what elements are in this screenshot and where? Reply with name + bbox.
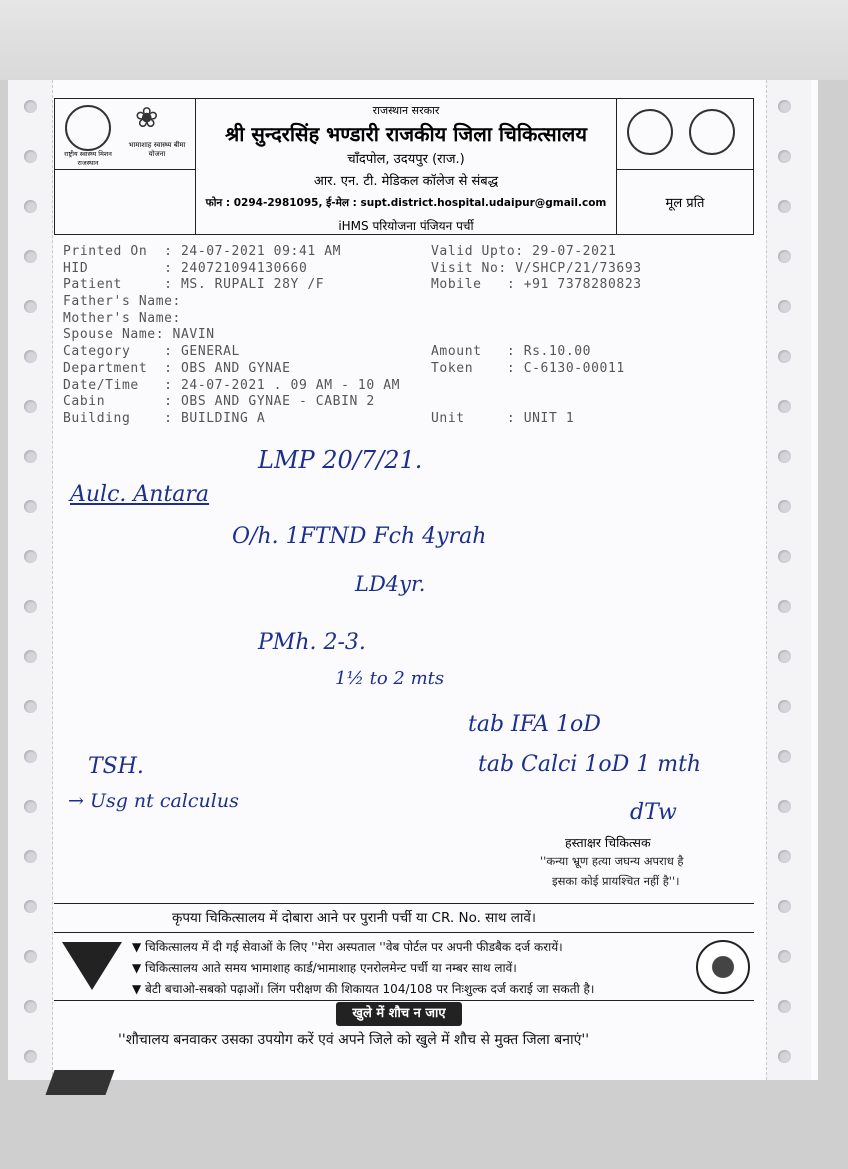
background-top — [0, 0, 848, 80]
unit: Unit : UNIT 1 — [431, 410, 575, 426]
note-pmh-duration: 1½ to 2 mts — [335, 668, 445, 689]
feed-hole — [778, 850, 791, 863]
feed-hole — [24, 500, 37, 513]
divider — [54, 903, 754, 904]
feed-hole — [24, 200, 37, 213]
note-lmp: LMP 20/7/21. — [258, 446, 423, 474]
feed-hole — [778, 900, 791, 913]
note-obstetric-history: O/h. 1FTND Fch 4yrah — [232, 524, 487, 549]
feed-hole — [24, 600, 37, 613]
swachh-badge: खुले में शौच न जाए — [336, 1002, 462, 1026]
feed-hole — [24, 900, 37, 913]
feed-hole — [778, 400, 791, 413]
feed-hole — [24, 800, 37, 813]
cabin: Cabin : OBS AND GYNAE - CABIN 2 — [63, 394, 375, 410]
building: Building : BUILDING A — [63, 410, 266, 426]
date-time: Date/Time : 24-07-2021 . 09 AM - 10 AM — [63, 377, 401, 393]
note-tab-ifa: tab IFA 1oD — [468, 712, 601, 737]
feed-hole — [24, 300, 37, 313]
feed-hole — [778, 450, 791, 463]
feed-hole — [24, 850, 37, 863]
patient-name: Patient : MS. RUPALI 28Y /F — [63, 277, 325, 293]
bullet-feedback: ▼ चिकित्सालय में दी गई सेवाओं के लिए ''मेरा अस्पताल ''वेब पोर्टल पर अपनी फीडबैक दर्ज करायें। — [132, 940, 563, 954]
feed-hole — [24, 100, 37, 113]
hid: HID : 240721094130660 — [63, 260, 308, 276]
father-name: Father's Name: — [63, 294, 181, 310]
divider — [54, 1000, 754, 1001]
mobile: Mobile : +91 7378280823 — [431, 277, 642, 293]
token: Token : C-6130-00011 — [431, 360, 625, 376]
slip-header — [54, 98, 754, 235]
header-blank-cell — [55, 170, 196, 234]
feed-hole — [24, 650, 37, 663]
feed-hole — [24, 750, 37, 763]
note-tab-calci: tab Calci 1oD 1 mth — [478, 752, 702, 777]
hospital-info — [196, 99, 616, 234]
feed-hole — [24, 700, 37, 713]
tractor-strip-right — [766, 80, 811, 1080]
feed-hole — [778, 600, 791, 613]
feed-hole — [778, 950, 791, 963]
feed-hole — [778, 750, 791, 763]
gov-label: राजस्थान सरकार — [372, 104, 440, 117]
feed-hole — [778, 500, 791, 513]
feed-hole — [778, 200, 791, 213]
quote-line-1: ''कन्या भ्रूण हत्या जघन्य अपराध है — [540, 854, 684, 868]
note-patient-name: Aulc. Antara — [70, 482, 210, 507]
tractor-strip-left — [8, 80, 53, 1080]
beti-bachao-logo-icon — [696, 940, 750, 994]
slip-title: iHMS परियोजना पंजियन पर्ची — [338, 219, 474, 233]
hospital-contact: फोन : 0294-2981095, ई-मेल : supt.district.hospital.udaipur@gmail.com — [205, 197, 607, 209]
feed-hole — [778, 150, 791, 163]
feed-hole — [778, 550, 791, 563]
feed-hole — [24, 450, 37, 463]
note-pmh: PMh. 2-3. — [258, 630, 366, 655]
note-ld: LD4yr. — [355, 572, 426, 596]
note-tsh: TSH. — [88, 754, 144, 779]
signature-label: हस्ताक्षर चिकित्सक — [565, 835, 651, 850]
medical-cross-icon — [689, 109, 735, 155]
feed-hole — [24, 1000, 37, 1013]
feed-hole — [24, 950, 37, 963]
feed-hole — [24, 400, 37, 413]
feed-hole — [24, 150, 37, 163]
feed-hole — [24, 550, 37, 563]
feed-hole — [778, 700, 791, 713]
bullet-beti-bachao: ▼ बेटी बचाओ-सबको पढ़ाओं। लिंग परीक्षण की शिकायत 104/108 पर निःशुल्क दर्ज कराई जा सकती है। — [132, 982, 595, 996]
divider — [54, 932, 754, 933]
note-usg: → Usg nt calculus — [68, 790, 239, 812]
amount: Amount : Rs.10.00 — [431, 344, 592, 360]
feed-hole — [24, 250, 37, 263]
feed-hole — [24, 350, 37, 363]
left-logos — [55, 99, 196, 170]
bhamashah-logo-text: भामाशाह स्वास्थ्य बीमा योजना — [128, 141, 186, 158]
swachh-slogan: ''शौचालय बनवाकर उसका उपयोग करें एवं अपने जिले को खुले में शौच से मुक्त जिला बनाएं'' — [118, 1032, 590, 1048]
request-line: कृपया चिकित्सालय में दोबारा आने पर पुरानी पर्ची या CR. No. साथ लावें। — [172, 910, 536, 926]
mother-name: Mother's Name: — [63, 310, 181, 326]
hospital-name: श्री सुन्दरसिंह भण्डारी राजकीय जिला चिकित्सालय — [225, 122, 587, 146]
rajasthan-seal-icon — [627, 109, 673, 155]
feed-hole — [778, 250, 791, 263]
feed-hole — [778, 1050, 791, 1063]
hospital-affiliation: आर. एन. टी. मेडिकल कॉलेज से संबद्ध — [313, 174, 499, 189]
feed-hole — [778, 1000, 791, 1013]
bullet-bhamashah: ▼ चिकित्सालय आते समय भामाशाह कार्ड/भामाशाह एनरोलमेन्ट पर्ची या नम्बर साथ लावें। — [132, 961, 517, 975]
visit-no: Visit No: V/SHCP/21/73693 — [431, 260, 642, 276]
feed-hole — [778, 800, 791, 813]
quote-line-2: इसका कोई प्रायश्चित नहीं है''। — [552, 874, 680, 888]
feed-hole — [778, 100, 791, 113]
nhm-logo-text: राष्ट्रीय स्वास्थ्य मिशन राजस्थान — [64, 150, 112, 167]
feed-hole — [778, 650, 791, 663]
spouse-name: Spouse Name: NAVIN — [63, 327, 215, 343]
feed-hole — [778, 300, 791, 313]
right-logos — [616, 99, 753, 170]
nhm-logo-icon — [65, 105, 111, 151]
copy-label: मूल प्रति — [616, 170, 753, 234]
valid-upto: Valid Upto: 29-07-2021 — [431, 244, 617, 259]
bhamashah-triangle-icon — [62, 942, 122, 990]
scan-shadow — [45, 1070, 114, 1095]
patient-info-right — [431, 244, 642, 428]
category: Category : GENERAL — [63, 344, 240, 360]
hospital-location: चाँदपोल, उदयपुर (राज.) — [347, 152, 465, 167]
printed-on: Printed On : 24-07-2021 09:41 AM — [63, 244, 342, 259]
feed-hole — [778, 350, 791, 363]
lotus-logo-icon: ❀ — [135, 101, 159, 134]
doctor-signature: dTw — [630, 800, 677, 825]
patient-info — [63, 244, 400, 428]
department: Department : OBS AND GYNAE — [63, 360, 291, 376]
feed-hole — [24, 1050, 37, 1063]
